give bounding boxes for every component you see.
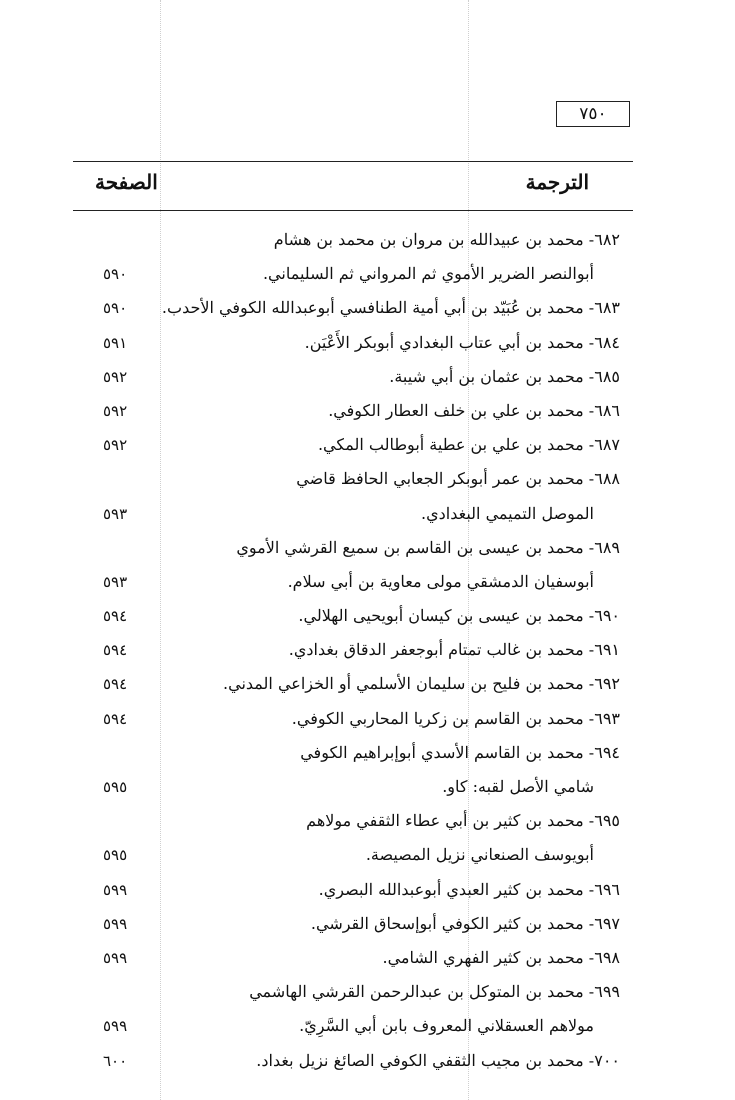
entry-dash: - <box>583 332 595 352</box>
entry-title: أبويوسف الصنعاني نزيل المصيصة. <box>365 845 594 865</box>
entry-dash: - <box>583 1050 595 1070</box>
index-entry-row <box>0 465 735 499</box>
entry-dash: - <box>583 606 595 626</box>
entry-text <box>319 880 620 899</box>
index-entry-row <box>0 1047 735 1081</box>
entry-dash: - <box>583 469 595 489</box>
entry-text <box>305 333 620 352</box>
entry-text <box>296 469 620 488</box>
entry-dash: - <box>583 537 595 557</box>
index-entry-row <box>0 773 735 807</box>
index-entry-row <box>0 397 735 431</box>
entry-page-number: ٥٩٤ <box>103 641 128 660</box>
entry-number: ٦٨٧ <box>594 435 620 455</box>
entry-dash: - <box>583 913 595 933</box>
entry-text <box>298 606 620 625</box>
entry-page-number: ٥٩٣ <box>103 572 128 591</box>
entry-dash: - <box>583 674 595 694</box>
entry-text <box>306 811 620 830</box>
entry-number: ٦٩٢ <box>594 674 620 694</box>
entry-page-number: ٥٩٣ <box>103 504 128 523</box>
entry-text <box>249 982 620 1001</box>
header-top-rule <box>73 161 633 162</box>
index-entry-row <box>0 294 735 328</box>
entry-title: محمد بن كثير العبدي أبوعبدالله البصري. <box>318 879 584 899</box>
index-entry-row <box>0 705 735 739</box>
entry-dash: - <box>583 947 595 967</box>
entry-page-number: ٥٩٢ <box>103 436 128 455</box>
entry-title: محمد بن أبي عتاب البغدادي أبوبكر الأَعْيَن. <box>304 332 584 352</box>
entry-title: محمد بن كثير الفهري الشامي. <box>382 947 584 967</box>
entry-text <box>318 435 620 454</box>
entry-title: أبوالنصر الضرير الأموي ثم المرواني ثم السليماني. <box>262 264 594 284</box>
entry-number: ٦٩٧ <box>594 913 620 933</box>
index-entry-row <box>0 226 735 260</box>
entry-number: ٦٩٣ <box>594 708 620 728</box>
entry-dash: - <box>583 742 595 762</box>
entry-number: ٦٨٨ <box>594 469 620 489</box>
entry-title: محمد بن فليح بن سليمان الأسلمي أو الخزاعي المدني. <box>223 674 584 694</box>
entry-text <box>274 230 620 249</box>
index-entry-row <box>0 329 735 363</box>
entry-number: ٦٨٦ <box>594 400 620 420</box>
entry-title: محمد بن المتوكل بن عبدالرحمن القرشي الهاشمي <box>249 982 584 1002</box>
page-number: ٧٥٠ <box>556 101 630 127</box>
column-header-title: الترجمة <box>525 170 589 194</box>
entry-title: محمد بن كثير بن أبي عطاء الثقفي مولاهم <box>306 811 584 831</box>
entry-text <box>236 538 620 557</box>
entry-text <box>289 640 620 659</box>
index-entry-row <box>0 363 735 397</box>
entry-text <box>421 504 594 523</box>
entry-number: ٦٩١ <box>594 640 620 660</box>
entry-text <box>328 401 620 420</box>
entry-dash: - <box>583 298 595 318</box>
entry-page-number: ٥٩٥ <box>103 778 128 796</box>
entry-dash: - <box>583 982 595 1002</box>
entry-title: محمد بن القاسم الأسدي أبوإبراهيم الكوفي <box>300 742 584 762</box>
index-entry-row <box>0 670 735 704</box>
entry-page-number: ٥٩٠ <box>103 299 128 318</box>
index-entry-row <box>0 568 735 602</box>
entry-text <box>442 777 594 796</box>
entry-title: محمد بن عمر أبوبكر الجعابي الحافظ قاضي <box>296 469 584 489</box>
entry-title: محمد بن كثير الكوفي أبوإسحاق القرشي. <box>310 913 584 933</box>
entry-text <box>389 367 620 386</box>
entry-text <box>299 1016 594 1035</box>
entry-number: ٦٩٠ <box>594 606 620 626</box>
entry-page-number: ٦٠٠ <box>103 1051 128 1070</box>
entry-title: محمد بن علي بن خلف العطار الكوفي. <box>328 400 584 420</box>
entry-number: ٦٨٤ <box>594 332 620 352</box>
entry-dash: - <box>583 640 595 660</box>
index-entry-row <box>0 1012 735 1046</box>
entry-page-number: ٥٩٥ <box>103 846 128 865</box>
entry-title: محمد بن عبيدالله بن مروان بن محمد بن هشام <box>273 230 584 249</box>
entry-page-number: ٥٩١ <box>103 333 128 352</box>
index-entries <box>0 226 735 1081</box>
index-entry-row <box>0 739 735 773</box>
entry-number: ٦٩٤ <box>594 742 620 762</box>
entry-dash: - <box>583 366 595 386</box>
entry-text <box>256 1051 620 1070</box>
entry-title: الموصل التميمي البغدادي. <box>421 503 594 523</box>
index-entry-row <box>0 978 735 1012</box>
index-entry-row <box>0 910 735 944</box>
index-entry-row <box>0 260 735 294</box>
entry-page-number: ٥٩٢ <box>103 401 128 420</box>
entry-page-number: ٥٩٩ <box>103 948 128 967</box>
entry-dash: - <box>583 435 595 455</box>
index-entry-row <box>0 431 735 465</box>
entry-text <box>162 298 620 317</box>
index-entry-row <box>0 534 735 568</box>
entry-title: شامي الأصل لقبه: كاو. <box>442 777 594 796</box>
entry-title: مولاهم العسقلاني المعروف بابن أبي السَّرِيّ. <box>299 1016 594 1036</box>
entry-page-number: ٥٩٩ <box>103 1017 128 1036</box>
entry-title: محمد بن عثمان بن أبي شيبة. <box>389 366 584 386</box>
entry-title: محمد بن مجيب الثقفي الكوفي الصائغ نزيل بغداد. <box>256 1050 584 1070</box>
index-entry-row <box>0 944 735 978</box>
entry-text <box>288 572 594 591</box>
entry-number: ٦٩٦ <box>594 879 620 899</box>
entry-dash: - <box>583 811 595 831</box>
entry-text <box>263 264 594 283</box>
entry-page-number: ٥٩٢ <box>103 367 128 386</box>
entry-page-number: ٥٩٤ <box>103 607 128 626</box>
entry-text <box>366 845 594 864</box>
entry-dash: - <box>583 400 595 420</box>
entry-text <box>292 709 620 728</box>
index-entry-row <box>0 636 735 670</box>
entry-title: محمد بن عُبَيّد بن أبي أمية الطنافسي أبوعبدالله الكوفي الأحدب. <box>161 298 584 318</box>
entry-text <box>382 948 620 967</box>
entry-title: أبوسفيان الدمشقي مولى معاوية بن أبي سلام. <box>287 571 594 591</box>
entry-number: ٧٠٠ <box>594 1050 620 1070</box>
index-entry-row <box>0 500 735 534</box>
entry-page-number: ٥٩٩ <box>103 880 128 899</box>
entry-title: محمد بن علي بن عطية أبوطالب المكي. <box>317 435 584 455</box>
entry-title: محمد بن غالب تمتام أبوجعفر الدقاق بغدادي. <box>288 640 584 660</box>
entry-number: ٦٨٩ <box>594 537 620 557</box>
entry-title: محمد بن عيسى بن القاسم بن سميع القرشي الأموي <box>236 537 584 557</box>
index-entry-row <box>0 602 735 636</box>
entry-page-number: ٥٩٤ <box>103 675 128 694</box>
entry-dash: - <box>583 230 595 249</box>
entry-number: ٦٩٩ <box>594 982 620 1002</box>
entry-page-number: ٥٩٩ <box>103 914 128 933</box>
index-entry-row <box>0 876 735 910</box>
entry-text <box>223 674 620 693</box>
column-header-page: الصفحة <box>95 170 158 194</box>
entry-dash: - <box>583 879 595 899</box>
entry-page-number: ٥٩٠ <box>103 265 128 284</box>
entry-page-number: ٥٩٤ <box>103 709 128 728</box>
entry-number: ٦٩٥ <box>594 811 620 831</box>
index-entry-row <box>0 807 735 841</box>
entry-number: ٦٩٨ <box>594 947 620 967</box>
entry-number: ٦٨٣ <box>594 298 620 318</box>
entry-number: ٦٨٥ <box>594 366 620 386</box>
entry-text <box>311 914 620 933</box>
index-entry-row <box>0 841 735 875</box>
entry-title: محمد بن القاسم بن زكريا المحاربي الكوفي. <box>291 708 584 728</box>
entry-text <box>300 743 620 762</box>
entry-title: محمد بن عيسى بن كيسان أبويحيى الهلالي. <box>298 606 584 626</box>
entry-dash: - <box>583 708 595 728</box>
header-bottom-rule <box>73 210 633 211</box>
entry-number: ٦٨٢ <box>594 230 620 249</box>
